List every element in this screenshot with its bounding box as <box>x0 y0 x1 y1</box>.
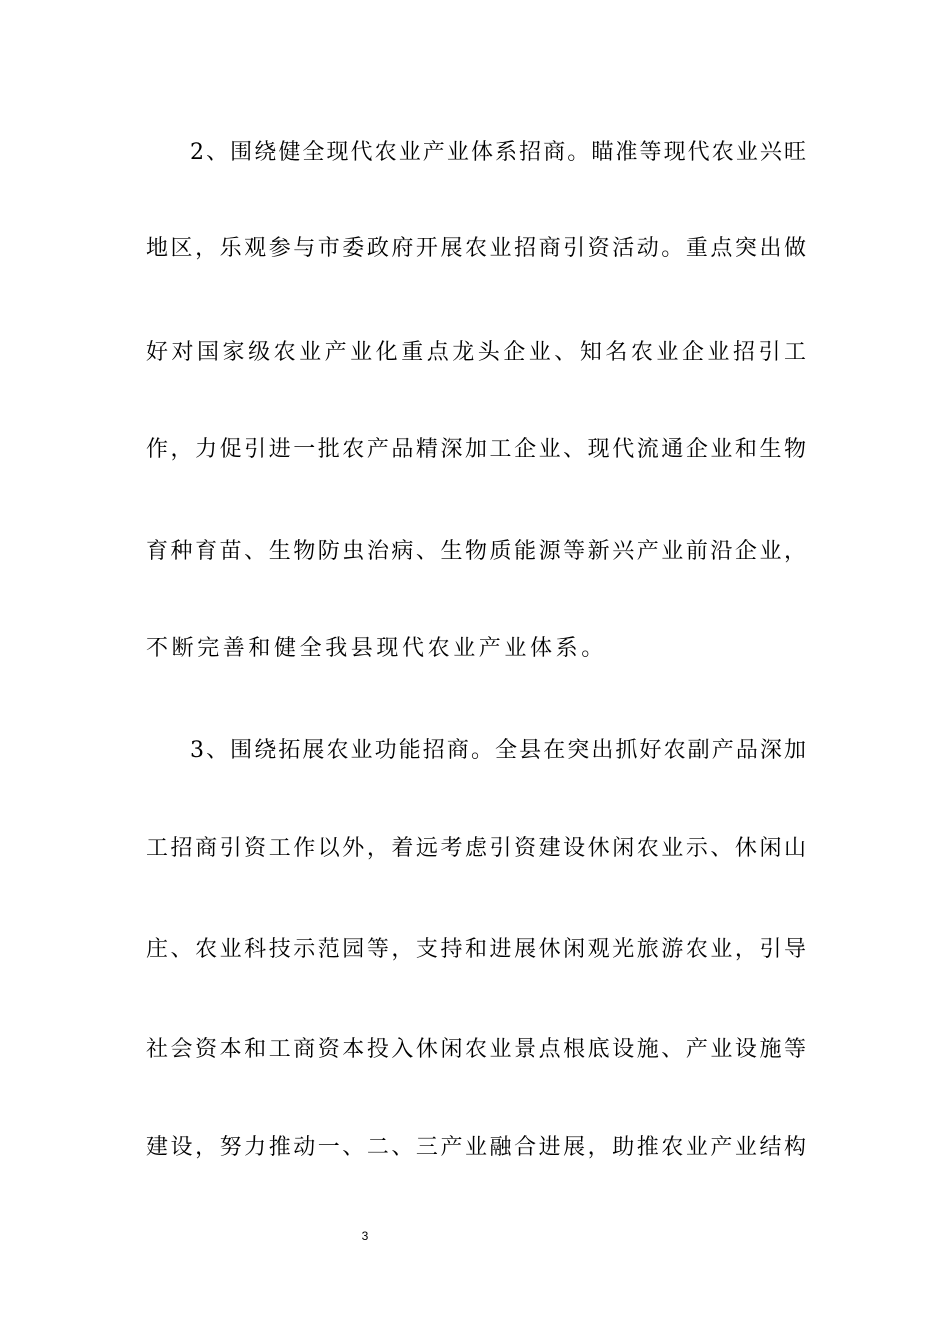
page-number: 3 <box>361 1229 369 1243</box>
paragraph-3-line-5: 建设，努力推动一、二、三产业融合进展，助推农业产业结构 <box>146 1135 806 1160</box>
paragraph-2-line-2: 地区，乐观参与市委政府开展农业招商引资活动。重点突出做 <box>146 236 806 261</box>
paragraph-2-line-3: 好对国家级农业产业化重点龙头企业、知名农业企业招引工 <box>146 340 806 365</box>
paragraph-2-line-6: 不断完善和健全我县现代农业产业体系。 <box>146 636 607 661</box>
paragraph-3-line-2: 工招商引资工作以外，着远考虑引资建设休闲农业示、休闲山 <box>146 836 806 861</box>
paragraph-3-line-3: 庄、农业科技示范园等，支持和进展休闲观光旅游农业，引导 <box>146 937 806 962</box>
paragraph-3-line-1: 3、围绕拓展农业功能招商。全县在突出抓好农副产品深加 <box>190 738 806 763</box>
paragraph-2-line-4: 作，力促引进一批农产品精深加工企业、现代流通企业和生物 <box>146 437 806 462</box>
paragraph-3-line-4: 社会资本和工商资本投入休闲农业景点根底设施、产业设施等 <box>146 1037 806 1062</box>
paragraph-2-line-1: 2、围绕健全现代农业产业体系招商。瞄准等现代农业兴旺 <box>190 140 806 165</box>
paragraph-2-line-5: 育种育苗、生物防虫治病、生物质能源等新兴产业前沿企业， <box>146 539 806 564</box>
